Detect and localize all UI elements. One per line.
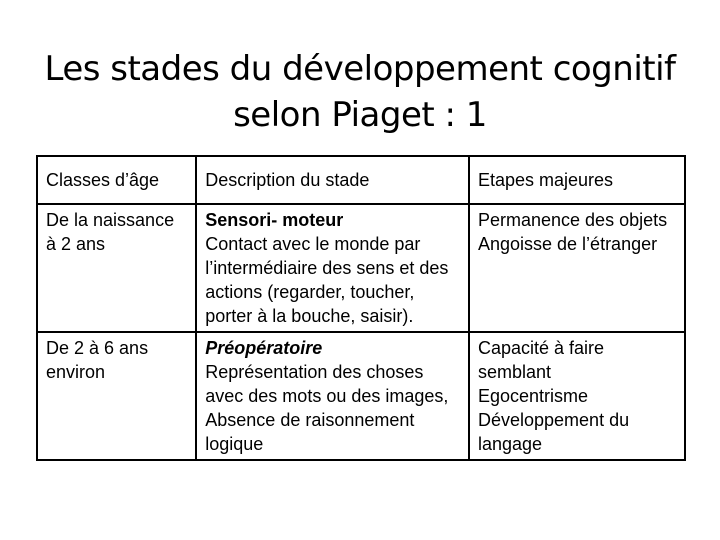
cell-age: De la naissance à 2 ans xyxy=(37,204,196,332)
table-header-row xyxy=(37,156,685,204)
cell-description xyxy=(196,332,469,460)
cell-milestones xyxy=(469,204,685,332)
table-row xyxy=(37,332,685,460)
stage-name: Préopératoire xyxy=(205,338,323,358)
milestone-item: Développement du langage xyxy=(477,410,630,454)
milestone-item: Permanence des objets xyxy=(477,210,668,230)
stage-name: Sensori- moteur xyxy=(205,210,344,230)
slide-title-line-1: Les stades du développement cognitif xyxy=(44,49,676,89)
milestone-item: Egocentrisme xyxy=(477,386,589,406)
header-description: Description du stade xyxy=(196,156,469,204)
table-row xyxy=(37,204,685,332)
header-age: Classes d’âge xyxy=(37,156,196,204)
stage-description: Représentation des choses avec des mots ou des images, xyxy=(205,362,449,406)
header-milestones: Etapes majeures xyxy=(469,156,685,204)
piaget-stages-table xyxy=(36,155,686,461)
milestone-item: Capacité à faire semblant xyxy=(477,338,605,382)
stage-description-2: Absence de raisonnement logique xyxy=(205,410,415,454)
cell-milestones xyxy=(469,332,685,460)
slide-title-line-2: selon Piaget : 1 xyxy=(233,95,487,135)
cell-description xyxy=(196,204,469,332)
milestone-item: Angoisse de l’étranger xyxy=(477,234,658,254)
cell-age: De 2 à 6 ans environ xyxy=(37,332,196,460)
slide-title xyxy=(0,46,720,138)
stage-description: Contact avec le monde par l’intermédiaire des sens et des actions (regarder, toucher, porter à la bouche, saisir). xyxy=(205,234,449,326)
